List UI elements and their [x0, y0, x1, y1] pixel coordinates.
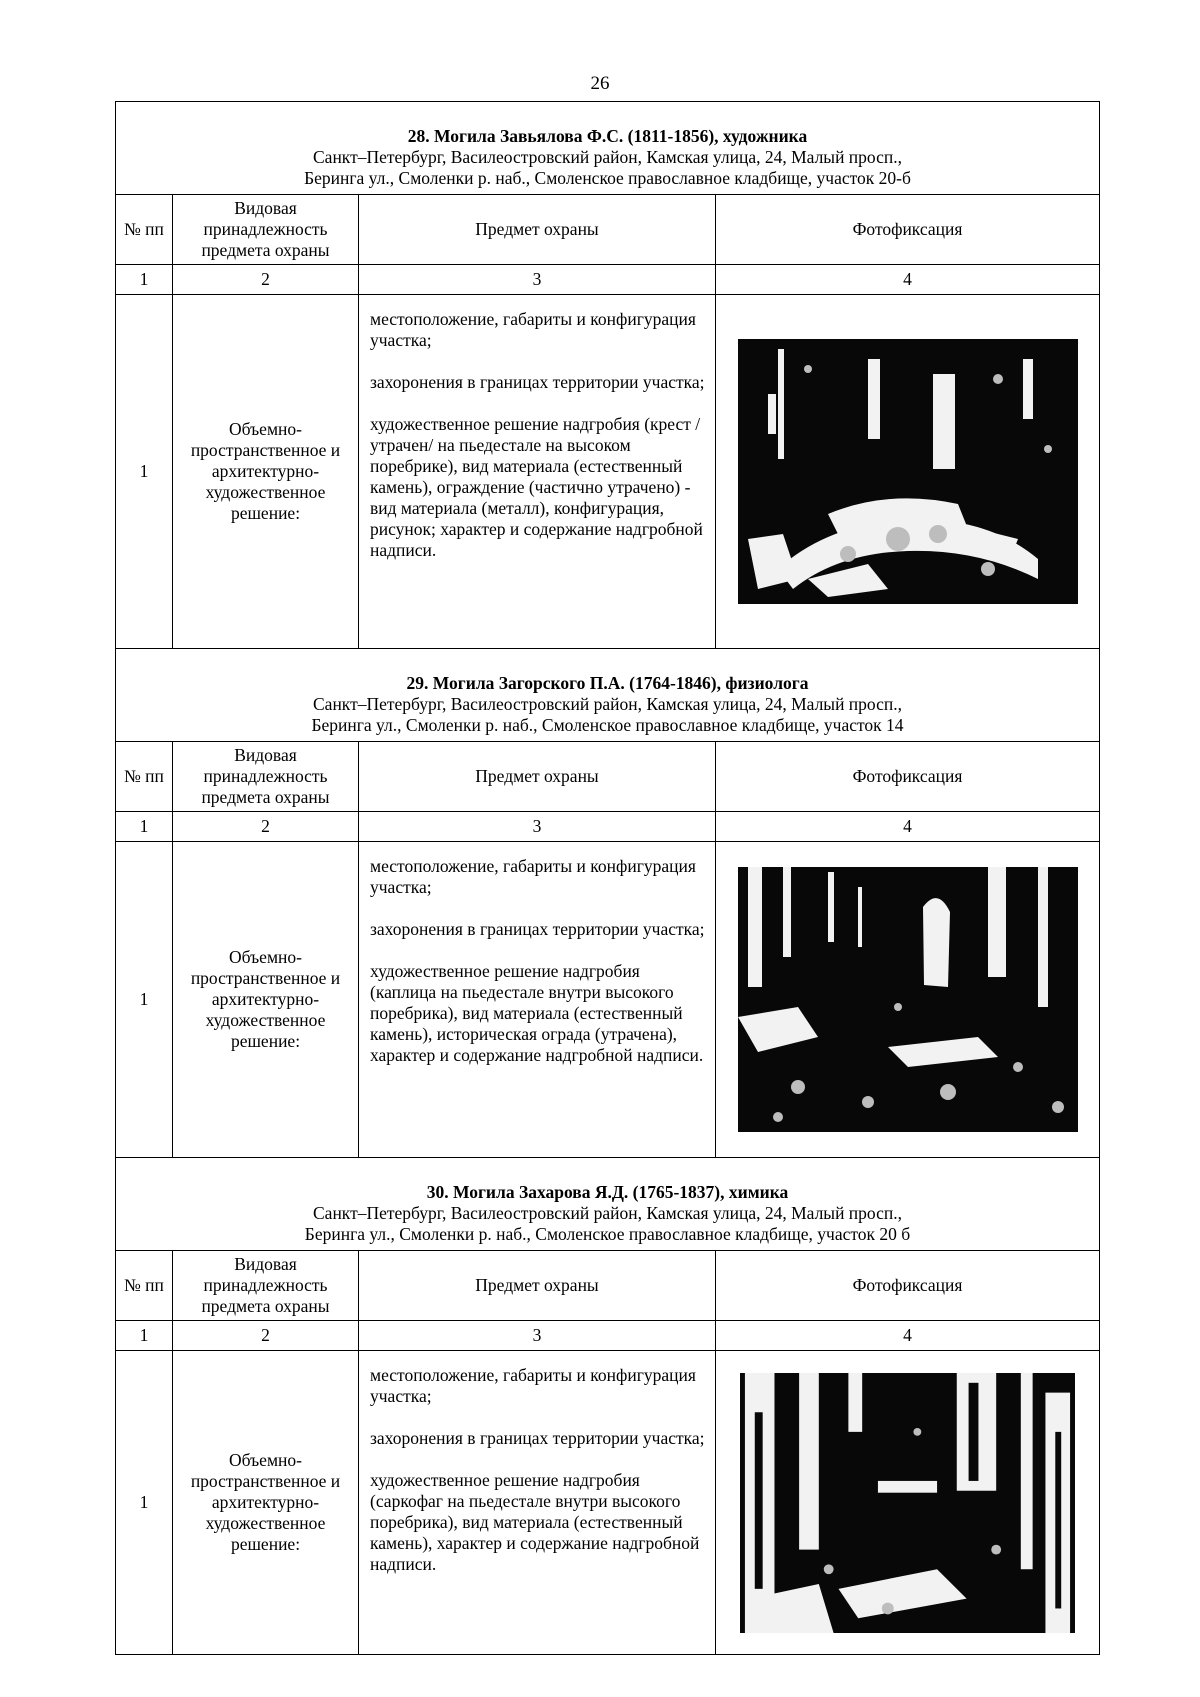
section-address-line: Беринга ул., Смоленки р. наб., Смоленское православное кладбище, участок 20-б — [304, 168, 911, 188]
column-number: 3 — [359, 1321, 716, 1350]
column-header-row — [116, 742, 1099, 812]
column-header-row — [116, 1251, 1099, 1321]
grave-photo — [740, 1373, 1075, 1633]
row-photo-cell — [716, 842, 1099, 1157]
section-header — [116, 102, 1099, 195]
header-num: № пп — [116, 742, 173, 811]
row-num: 1 — [116, 295, 173, 648]
row-subject — [359, 842, 716, 1157]
grave-section — [116, 649, 1099, 1158]
subject-paragraph: художественное решение надгробия (саркофаг на пьедестале внутри высокого поребрика), вид материала (естественный камень), характер и содержание надгробной надписи. — [370, 1470, 700, 1574]
column-number: 2 — [173, 1321, 359, 1350]
section-address-line: Беринга ул., Смоленки р. наб., Смоленское православное кладбище, участок 20 б — [304, 1224, 911, 1244]
row-photo-cell — [716, 295, 1099, 648]
heritage-table — [115, 101, 1100, 1655]
grave-photo — [738, 339, 1078, 604]
subject-paragraph: художественное решение надгробия (крест /утрачен/ на пьедестале на высоком поребрике), вид материала (естественный камень), ограждение (частично утрачено) - вид материала (металл), конфигурация, рисунок; характер и содержание надгробной надписи. — [370, 414, 703, 560]
column-number: 1 — [116, 812, 173, 841]
row-num: 1 — [116, 842, 173, 1157]
row-photo-cell — [716, 1351, 1099, 1654]
grave-section — [116, 102, 1099, 649]
column-number: 1 — [116, 1321, 173, 1350]
header-num: № пп — [116, 1251, 173, 1320]
column-number: 4 — [903, 816, 912, 836]
column-number: 3 — [359, 812, 716, 841]
subject-paragraph: захоронения в границах территории участка; — [370, 372, 705, 392]
row-num: 1 — [116, 1351, 173, 1654]
header-photo: Фотофиксация — [852, 219, 963, 239]
column-number: 1 — [116, 265, 173, 294]
section-address-line: Беринга ул., Смоленки р. наб., Смоленское православное кладбище, участок 14 — [311, 715, 904, 735]
subject-paragraph: захоронения в границах территории участка; — [370, 919, 705, 939]
section-address-line: Санкт–Петербург, Василеостровский район, Камская улица, 24, Малый просп., — [313, 694, 902, 714]
header-type: Видовая принадлежность предмета охраны — [173, 742, 359, 811]
column-number: 4 — [903, 1325, 912, 1345]
header-subject: Предмет охраны — [359, 195, 716, 264]
section-address-line: Санкт–Петербург, Василеостровский район, Камская улица, 24, Малый просп., — [313, 147, 902, 167]
column-number-row — [116, 265, 1099, 295]
row-type: Объемно-пространственное и архитектурно-художественное решение: — [173, 1351, 359, 1654]
data-row — [116, 1351, 1099, 1654]
header-type: Видовая принадлежность предмета охраны — [173, 195, 359, 264]
section-header — [116, 649, 1099, 742]
data-row — [116, 842, 1099, 1157]
column-number: 3 — [359, 265, 716, 294]
header-photo: Фотофиксация — [852, 1275, 963, 1295]
column-number-row — [116, 812, 1099, 842]
column-number-row — [116, 1321, 1099, 1351]
grave-section — [116, 1158, 1099, 1654]
section-title: 30. Могила Захарова Я.Д. (1765-1837), химика — [426, 1182, 789, 1202]
data-row — [116, 295, 1099, 648]
row-subject — [359, 295, 716, 648]
header-photo: Фотофиксация — [852, 766, 963, 786]
subject-paragraph: местоположение, габариты и конфигурация участка; — [370, 309, 696, 350]
column-number: 4 — [903, 269, 912, 289]
subject-paragraph: художественное решение надгробия (каплица на пьедестале внутри высокого поребрика), вид материала (естественный камень), историческая ограда (утрачена), характер и содержание надгробной надписи. — [370, 961, 704, 1065]
row-type: Объемно-пространственное и архитектурно-художественное решение: — [173, 295, 359, 648]
header-subject: Предмет охраны — [359, 742, 716, 811]
row-subject — [359, 1351, 716, 1654]
column-number: 2 — [173, 265, 359, 294]
column-number: 2 — [173, 812, 359, 841]
section-title: 28. Могила Завьялова Ф.С. (1811-1856), художника — [407, 126, 808, 146]
column-header-row — [116, 195, 1099, 265]
header-type: Видовая принадлежность предмета охраны — [173, 1251, 359, 1320]
header-num: № пп — [116, 195, 173, 264]
subject-paragraph: местоположение, габариты и конфигурация участка; — [370, 856, 696, 897]
section-title: 29. Могила Загорского П.А. (1764-1846), физиолога — [406, 673, 809, 693]
header-subject: Предмет охраны — [359, 1251, 716, 1320]
subject-paragraph: местоположение, габариты и конфигурация участка; — [370, 1365, 696, 1406]
section-header — [116, 1158, 1099, 1251]
row-type: Объемно-пространственное и архитектурно-художественное решение: — [173, 842, 359, 1157]
section-address-line: Санкт–Петербург, Василеостровский район, Камская улица, 24, Малый просп., — [313, 1203, 902, 1223]
subject-paragraph: захоронения в границах территории участка; — [370, 1428, 705, 1448]
grave-photo — [738, 867, 1078, 1132]
page-number: 26 — [590, 73, 610, 94]
